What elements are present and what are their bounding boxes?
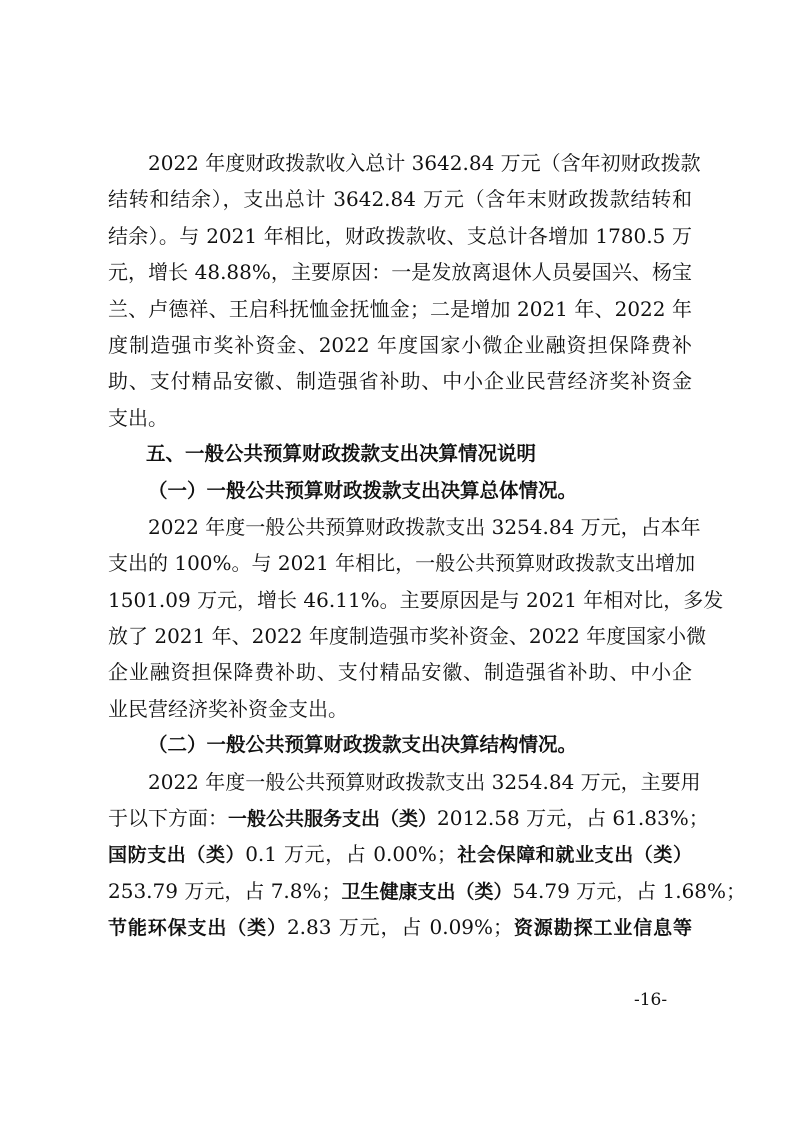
paragraph-fiscal-summary — [108, 145, 701, 436]
subsection-heading: （一）一般公共预算财政拨款支出决算总体情况。 — [148, 478, 578, 502]
text-line: 2022 年度一般公共预算财政拨款支出 3254.84 万元，占本年 — [148, 514, 701, 539]
text-segment: 2.83 万元，占 0.09%； — [286, 915, 514, 940]
text-line: 助、支付精品安徽、制造强省补助、中小企业民营经济奖补资金 — [108, 369, 692, 394]
text-line — [108, 909, 692, 945]
text-segment: 54.79 万元，占 1.68%； — [512, 878, 747, 903]
text-line: 元，增长 48.88%，主要原因：一是发放离退休人员晏国兴、杨宝 — [108, 260, 692, 285]
text-line: 支出。 — [108, 405, 168, 430]
bold-category: 资源勘探工业信息等 — [513, 917, 692, 940]
text-line: 业民营经济奖补资金支出。 — [108, 696, 348, 721]
text-line: 度制造强市奖补资金、2022 年度国家小微企业融资担保降费补 — [108, 332, 692, 357]
text-line: 2022 年度财政拨款收入总计 3642.84 万元（含年初财政拨款 — [148, 151, 701, 175]
text-line: 支出的 100%。与 2021 年相比，一般公共预算财政拨款支出增加 — [108, 551, 696, 576]
text-line: 结转和结余），支出总计 3642.84 万元（含年末财政拨款结转和 — [108, 187, 692, 212]
text-line — [108, 873, 747, 909]
text-line: 企业融资担保降费补助、支付精品安徽、制造强省补助、中小企 — [108, 660, 692, 685]
text-line — [108, 836, 692, 872]
section-heading: 五、一般公共预算财政拨款支出决算情况说明 — [146, 442, 537, 466]
text-segment: 0.1 万元，占 0.00%； — [245, 842, 457, 867]
text-line — [108, 800, 709, 836]
subsection-heading: （二）一般公共预算财政拨款支出决算结构情况。 — [148, 733, 578, 757]
paragraph-structure — [108, 764, 747, 946]
text-line: 1501.09 万元，增长 46.11%。主要原因是与 2021 年相对比，多发 — [108, 587, 724, 612]
page-number: -16- — [634, 990, 668, 1010]
bold-category: 一般公共服务支出（类） — [228, 808, 438, 831]
bold-category: 节能环保支出（类） — [108, 917, 287, 940]
bold-category: 卫生健康支出（类） — [341, 880, 513, 903]
text-line: 放了 2021 年、2022 年度制造强市奖补资金、2022 年度国家小微 — [108, 624, 707, 649]
text-segment: 2012.58 万元，占 61.83%； — [437, 806, 709, 831]
text-line: 兰、卢德祥、王启科抚恤金抚恤金；二是增加 2021 年、2022 年 — [108, 296, 692, 321]
paragraph-overall — [108, 509, 724, 727]
text-segment: 于以下方面： — [108, 806, 228, 831]
text-line: 结余）。与 2021 年相比，财政拨款收、支总计各增加 1780.5 万 — [108, 223, 692, 248]
text-segment: 253.79 万元，占 7.8%； — [108, 878, 342, 903]
text-line: 2022 年度一般公共预算财政拨款支出 3254.84 万元，主要用 — [148, 769, 701, 794]
bold-category: 社会保障和就业支出（类） — [456, 844, 692, 867]
document-body — [108, 145, 747, 946]
bold-category: 国防支出（类） — [108, 844, 246, 867]
